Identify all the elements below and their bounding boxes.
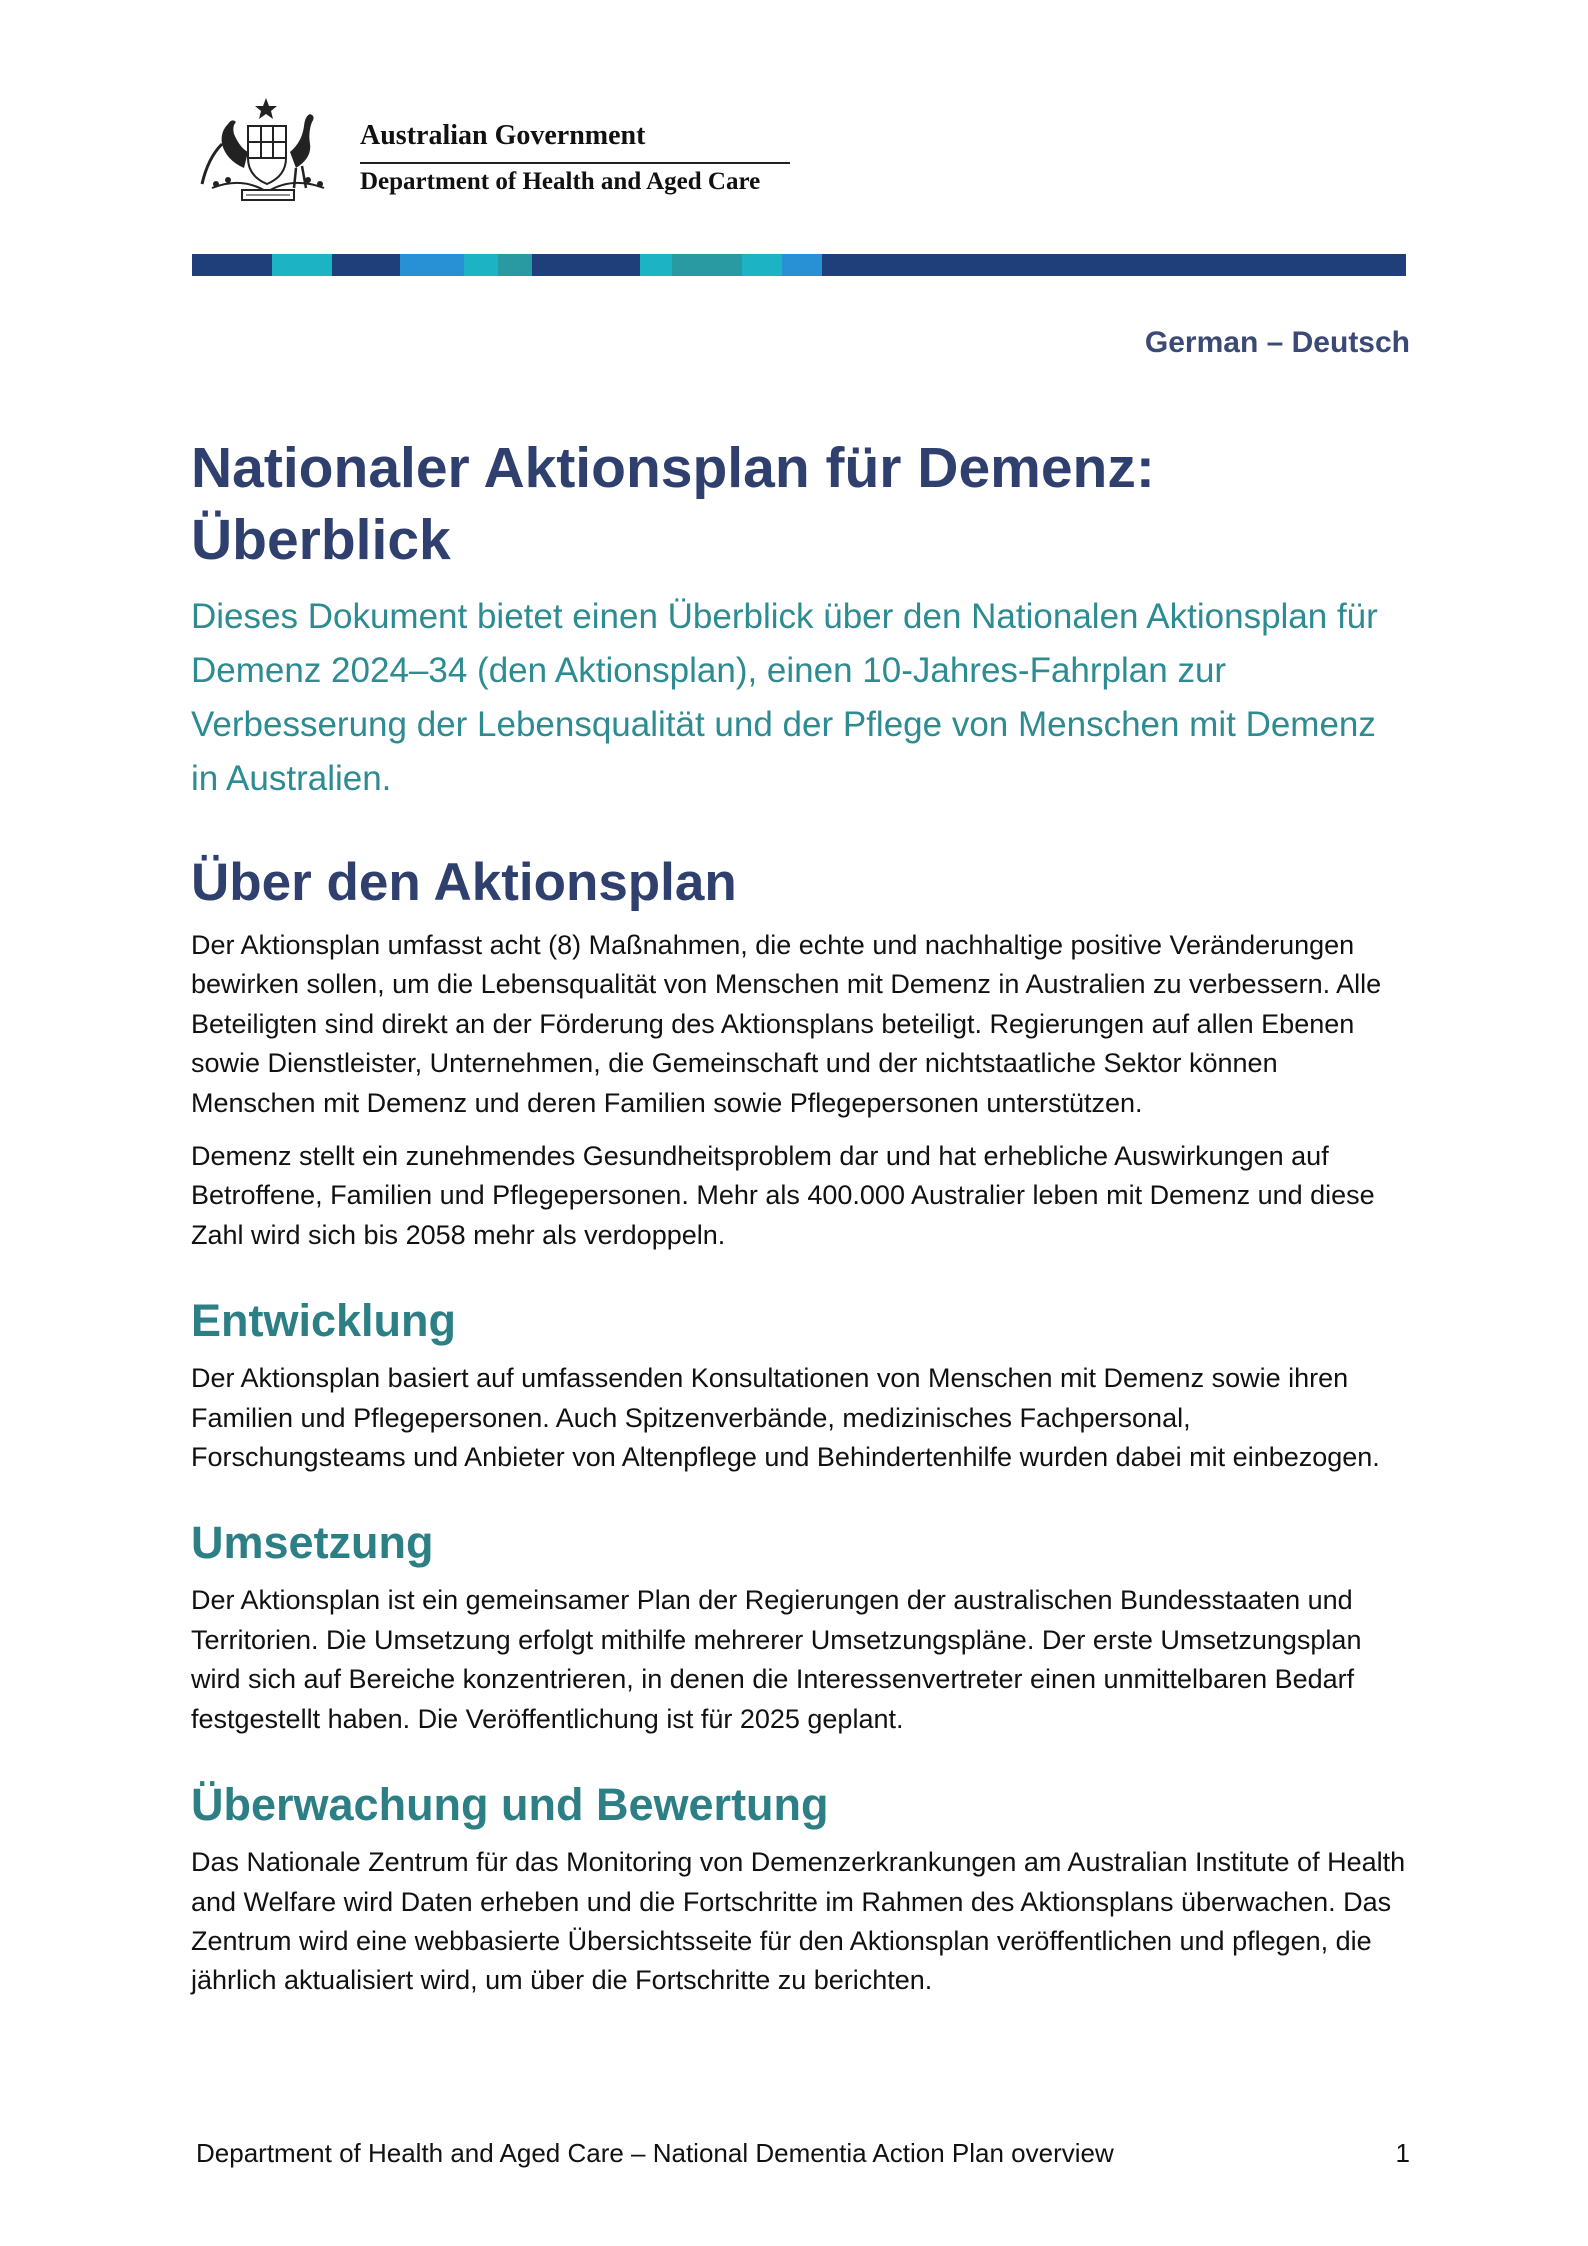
header [192, 96, 812, 206]
implementation-paragraph: Der Aktionsplan ist ein gemeinsamer Plan der Regierungen der australischen Bundesstaaten und Territorien. Die Umsetzung erfolgt mithilfe mehrerer Umsetzungspläne. Der erste Umsetzungsplan wird sich auf Bereiche konzentrieren, in denen die Interessenvertreter einen unmittelbaren Bedarf festgestellt haben. Die Veröffentlichung ist für 2025 geplant. [191, 1585, 1362, 1734]
heading-development: Entwicklung [191, 1295, 457, 1347]
decorative-color-stripe [192, 254, 1406, 276]
language-label: German – Deutsch [1144, 326, 1410, 359]
page-number: 1 [1395, 2138, 1410, 2168]
heading-about: Über den Aktionsplan [191, 853, 737, 912]
about-paragraph-1: Der Aktionsplan umfasst acht (8) Maßnahmen, die echte und nachhaltige positive Veränderungen bewirken sollen, um die Lebensqualität von Menschen mit Demenz in Australien zu verbessern. Alle Beteiligten sind direkt an der Förderung des Aktionsplans beteiligt. Regierungen auf allen Ebenen sowie Dienstleister, Unternehmen, die Gemeinschaft und der nichtstaatliche Sektor können Menschen mit Demenz und deren Familien sowie Pflegepersonen unterstützen. [191, 930, 1382, 1118]
header-divider [360, 162, 790, 164]
about-paragraph-2: Demenz stellt ein zunehmendes Gesundheitsproblem dar und hat erhebliche Auswirkungen auf Betroffene, Familien und Pflegepersonen. Mehr als 400.000 Australier leben mit Demenz und diese Zahl wird sich bis 2058 mehr als verdoppeln. [191, 1141, 1375, 1250]
footer-text: Department of Health and Aged Care – National Dementia Action Plan overview [196, 2138, 1114, 2168]
heading-monitoring: Überwachung und Bewertung [191, 1779, 829, 1831]
lead-paragraph: Dieses Dokument bietet einen Überblick über den Nationalen Aktionsplan für Demenz 2024–34 (den Aktionsplan), einen 10-Jahres-Fahrplan zur Verbesserung der Lebensqualität und der Pflege von Menschen mit Demenz in Australien. [191, 597, 1378, 798]
document-body [191, 432, 1406, 2001]
coat-of-arms-icon [192, 96, 344, 206]
document-title: Nationaler Aktionsplan für Demenz: Überblick [191, 436, 1155, 572]
department-name: Department of Health and Aged Care [360, 168, 761, 195]
monitoring-paragraph: Das Nationale Zentrum für das Monitoring von Demenzerkrankungen am Australian Institute of Health and Welfare wird Daten erheben und die Fortschritte im Rahmen des Aktionsplans überwachen. Das Zentrum wird eine webbasierte Übersichtsseite für den Aktionsplan veröffentlichen und pflegen, die jährlich aktualisiert wird, um über die Fortschritte zu berichten. [191, 1847, 1406, 1996]
development-paragraph: Der Aktionsplan basiert auf umfassenden Konsultationen von Menschen mit Demenz sowie ihren Familien und Pflegepersonen. Auch Spitzenverbände, medizinisches Fachpersonal, Forschungsteams und Anbieter von Altenpflege und Behindertenhilfe wurden dabei mit einbezogen. [191, 1363, 1380, 1473]
government-name: Australian Government [360, 120, 646, 151]
heading-implementation: Umsetzung [191, 1517, 434, 1569]
